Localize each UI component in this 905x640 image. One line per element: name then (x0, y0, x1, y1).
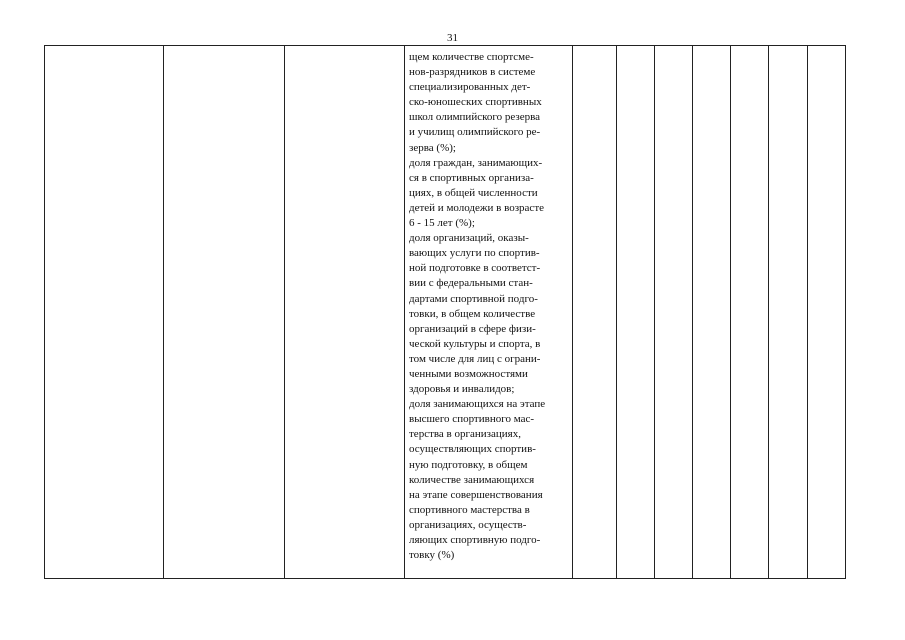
table-cell-col1 (45, 46, 164, 579)
page-number: 31 (447, 32, 458, 44)
table-cell-col5 (573, 46, 617, 579)
table-cell-col6 (617, 46, 655, 579)
table-cell-col7 (655, 46, 693, 579)
table-cell-col3 (285, 46, 405, 579)
table-cell-col9 (731, 46, 769, 579)
table-cell-indicators: щем количестве спортсме- нов-разрядников в системе специализированных дет- ско-юношеских спортивных школ олимпийского резерва и училищ олимпийского ре- зерва (%); доля граждан, занимающих- ся в спортивных организа- циях, в общей численности детей и молодежи в возрасте 6 - 15 лет (%); доля организаций, оказы- вающих услуги по спортив- ной подготовке в соответст- вии с федеральными стан- дартами спортивной подго- товки, в общем количестве организаций в сфере физи- ческой культуры и спорта, в том числе для лиц с ограни- ченными возможностями здоровья и инвалидов; доля занимающихся на этапе высшего спортивного мас- терства в организациях, осуществляющих спортив- ную подготовку, в общем количестве занимающихся на этапе совершенствования спортивного мастерства в организациях, осуществ- ляющих спортивную подго- товку (%) (405, 46, 573, 579)
indicators-table (44, 45, 846, 579)
table-cell-col2 (164, 46, 285, 579)
table-cell-col10 (769, 46, 808, 579)
table-cell-col11 (808, 46, 846, 579)
table-cell-col8 (693, 46, 731, 579)
table-row (45, 46, 846, 579)
